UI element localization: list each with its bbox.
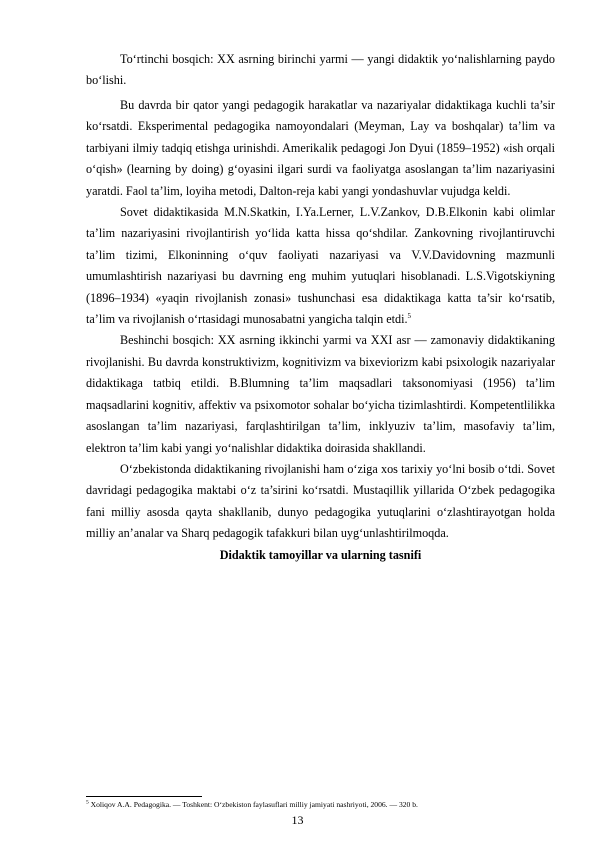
footnote [86, 800, 418, 810]
page-number: 13 [291, 813, 304, 827]
footnote-text: Xoliqov A.A. Pedagogika. — Toshkent: O‘zbekiston faylasuflari milliy jamiyati nashriyoti, 2006. — 320 b. [90, 800, 418, 809]
footnote-number: 5 [86, 799, 89, 806]
footnote-divider [86, 796, 202, 797]
paragraph-new-movements: Bu davrda bir qator yangi pedagogik harakatlar va nazariyalar didaktikaga kuchli ta’sir ko‘rsatdi. Eksperimental pedagogika namoyondalari (Meyman, Lay va boshqalar) ta’lim va tarbiyani ilmiy tadqiq etishga urinishdi. Amerikalik pedagogi Jon Dyui (1859–1952) «ish orqali o‘qish» (learning by doing) g‘oyasini ilgari surdi va faoliyatga asoslangan ta’lim nazariyasini yaratdi. Faol ta’lim, loyiha metodi, Dalton-reja kabi yangi yondashuvlar vujudga keldi. [86, 98, 555, 198]
paragraph-stage-five: Beshinchi bosqich: XX asrning ikkinchi yarmi va XXI asr — zamonaviy didaktikaning rivojlanishi. Bu davrda konstruktivizm, kognitivizm va bixeviorizm kabi psixologik nazariyalar didaktikaga tatbiq etildi. B.Blumning ta’lim maqsadlari taksonomiyasi (1956) ta’lim maqsadlarini kognitiv, affektiv va psixomotor sohalar bo‘yicha tizimlashtirdi. Kompetentlilikka asoslangan ta’lim nazariyasi, farqlashtirilgan ta’lim, inklyuziv ta’lim, masofaviy ta’lim, elektron ta’lim kabi yangi yo‘nalishlar didaktika doirasida shakllandi. [86, 333, 555, 455]
text-flow [86, 95, 555, 566]
paragraph-soviet-didactics [86, 202, 555, 330]
section-heading: Didaktik tamoyillar va ularning tasnifi [219, 547, 422, 562]
footnote-reference[interactable]: 5 [407, 312, 412, 320]
paragraph-stage-four: To‘rtinchi bosqich: XX asrning birinchi yarmi — yangi didaktik yo‘nalishlarning paydo bo‘lishi. [86, 52, 555, 88]
paragraph-soviet-didactics-text: Sovet didaktikasida M.N.Skatkin, I.Ya.Lerner, L.V.Zankov, D.B.Elkonin kabi olimlar ta’lim nazariyasini rivojlantirish yo‘lida katta hissa qo‘shdilar. Zankovning rivojlantiruvchi ta’lim tizimi, Elkoninning o‘quv faoliyati nazariyasi va V.V.Davidovning mazmunli umumlashtirish nazariyasi bu davrning eng muhim yutuqlari hisoblanadi. L.S.Vigotskiyning (1896–1934) «yaqin rivojlanish zonasi» tushunchasi esa didaktikaga katta ta’sir ko‘rsatib, ta’lim va rivojlanish o‘rtasidagi munosabatni yangicha talqin etdi. [86, 205, 555, 327]
paragraph-uzbekistan: O‘zbekistonda didaktikaning rivojlanishi ham o‘ziga xos tarixiy yo‘lni bosib o‘tdi. Sovet davridagi pedagogika maktabi o‘z ta’sirini ko‘rsatdi. Mustaqillik yillarida O‘zbek pedagogika fani milliy asosda qayta shakllanib, dunyo pedagogika yutuqlarini o‘zlashtirayotgan holda milliy an’analar va Sharq pedagogik tafakkuri bilan uyg‘unlashtirilmoqda. [86, 461, 555, 541]
